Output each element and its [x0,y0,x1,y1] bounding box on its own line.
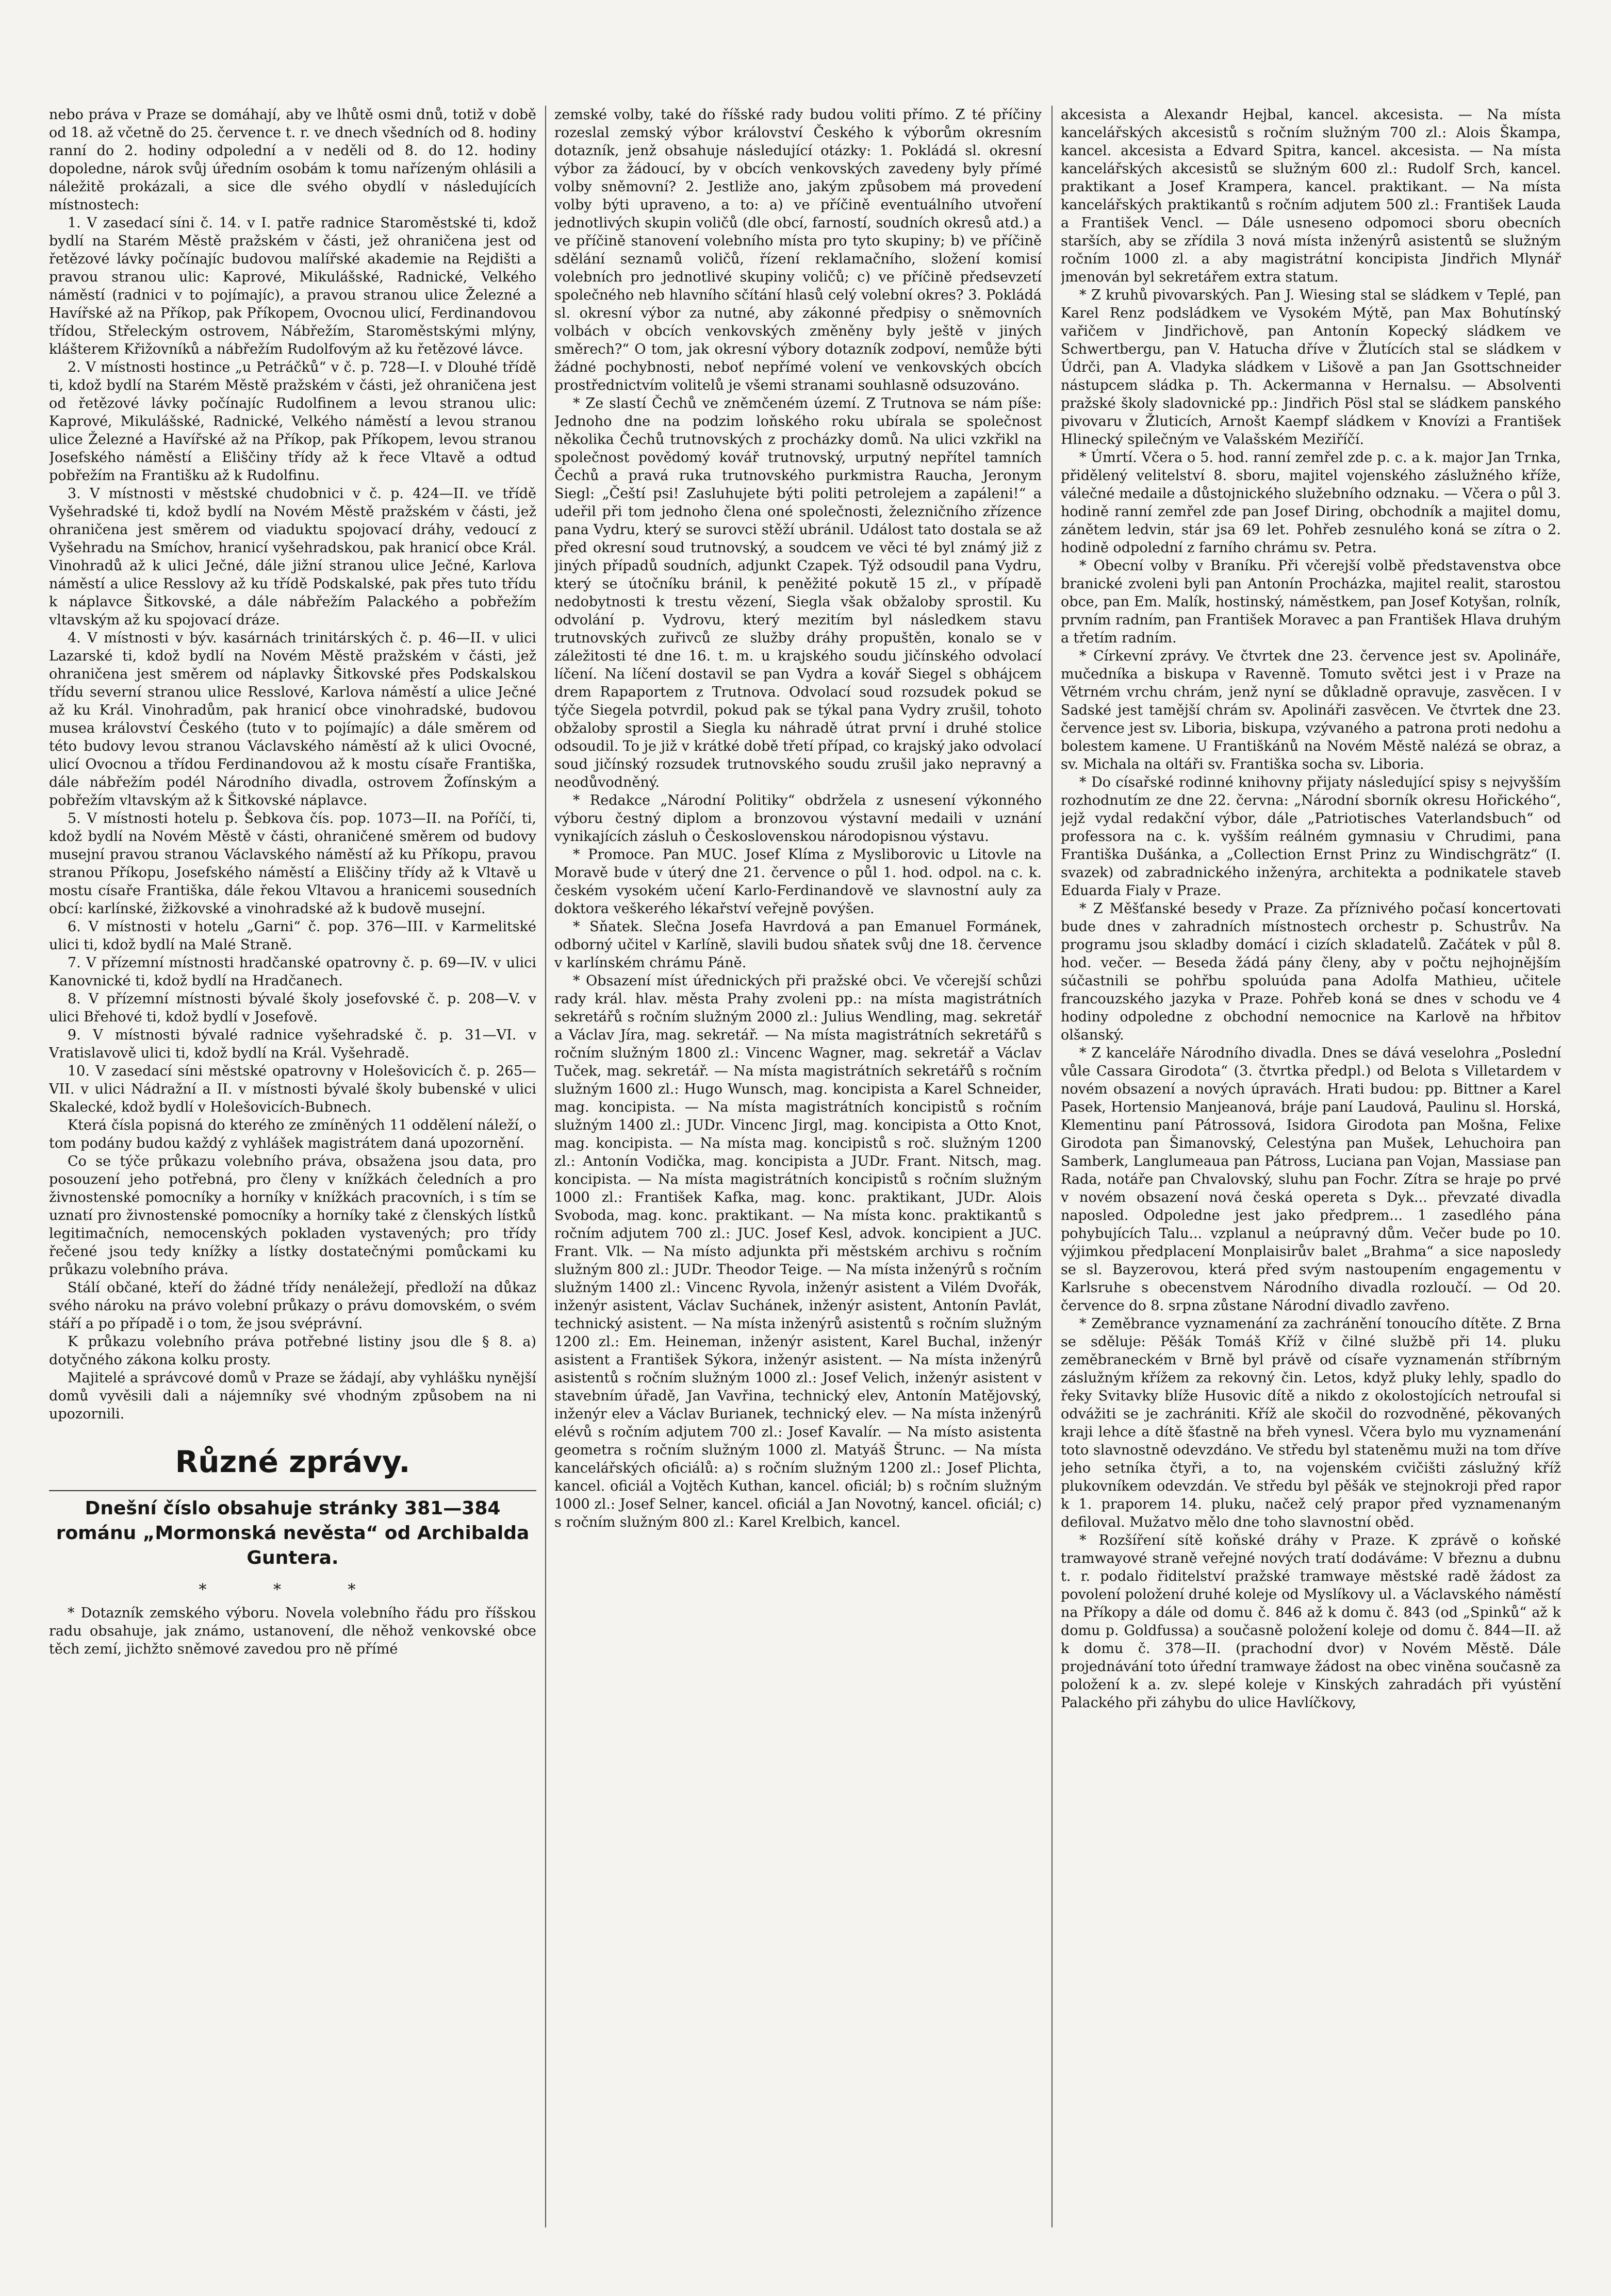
article-paragraph: 8. V přízemní místnosti bývalé školy josefovské č. p. 208—V. v ulici Břehové ti, kdož bydlí v Josefově. [49,991,536,1025]
article-paragraph: * Zeměbrance vyznamenání za zachránění tonoucího dítěte. Z Brna se sděluje: Pěšák Tomáš Kříž v čilné službě při 14. pluku zeměbraneckém v Brně byl právě od císaře vyznamenán stříbrným záslužným křížem za rekovný čin. Letos, když pluky lehly, spadlo do řeky Svitavky blíže Husovic dítě a nikdo z okolostojících netroufal si odvážiti se je zachrániti. Kříž ale skočil do rozvodněné, pěkovaných kraji lehce a dítě šťastně na břeh vynesl. Včera bylo mu vyznamenání toto slavnostně odevzdáno. Ve středu byl stateněmu muži na tom dříve jeho setníka čtyři, a to, na vojenském cvičišti záslužný kříž plukovníkem odevzdán. Ve středu byl pěšák ve stejnokroji před rapor k 1. praporem 14. pluku, načež celý prapor před vyznamenaným defiloval. Mužatvo mělo dne toho slavnostní oběd. [1061,1316,1561,1530]
article-paragraph: * Ze slastí Čechů ve zněmčeném území. Z Trutnova se nám píše: Jednoho dne na podzim loňského roku ubírala se společnost několika Čechů trutnovských z procházky domů. Na ulici vzkřikl na společnost povědomý kovář trutnovský, urputný nepřítel tamních Čechů a pravá ruka trutnovského purkmistra Raucha, Jeronym Siegl: „Čeští psi! Zasluhujete býti politi petrolejem a zapáleni!“ a udeřil při tom jednoho člena oné společnosti, železničního zřízence pana Vydru, který se surovci stěží ubránil. Událost tato dostala se až před okresní soud trutnovský, a soudcem ve věci té byl známý již z jiných případů soudních, adjunkt Czapek. Týž odsoudil pana Vydru, který se útočníku bránil, k peněžité pokutě 15 zl., v případě nedobytnosti k trestu vězení, Siegla však obžaloby sprostil. Ku odvolání p. Vydrovu, který mezitím byl následkem stavu trutnovských zuřivců ze služby dráhy propuštěn, konalo se v záležitosti té dne 16. t. m. u krajského soudu jičínského odvolací líčení. Na líčení dostavil se pan Vydra a kovář Siegel s obhájcem drem Rapaportem z Trutnova. Odvolací soud rozsudek pokud se týče Siegela potvrdil, pokud pak se týkal pana Vydry zrušil, tohoto obžaloby sprostil a Siegla ku náhradě útrat první i druhé stolice odsoudil. To je již v krátké době třetí případ, co krajský jako odvolací soud jičínský rozsudek trutnovského soudu zrušil jako nepravný a neodůvodněný. [554,395,1042,790]
article-paragraph: * Z Měšťanské besedy v Praze. Za příznivého počasí koncertovati bude dnes v zahradních místnostech orchestr p. Schustrův. Na programu jsou skladby domácí i cizích skladatelů. Začátek v půl 8. hod. večer. — Beseda žádá pány členy, aby v počtu nejhojnějším súčastnili se pohřbu spoluúda pana Adolfa Mathieu, učitele francouzského jazyka v Praze. Pohřeb koná se dnes v schodu ve 4 hodiny odpoledne z obchodní nemocnice na Karlově na hřbitov olšanský. [1061,901,1561,1043]
article-paragraph: * Obsazení míst úřednických při pražské obci. Ve včerejší schůzi rady král. hlav. města Prahy zvoleni pp.: na místa magistrátních sekretářů s ročním služným 2000 zl.: Julius Wendling, mag. sekretář a Václav Jíra, mag. sekretář. — Na místa magistrátních sekretářů s ročním služným 1800 zl.: Vincenc Wagner, mag. sekretář a Václav Tuček, mag. sekretář. — Na místa magistrátních sekretářů s ročním služným 1600 zl.: Hugo Wunsch, mag. koncipista a Karel Schneider, mag. koncipista. — Na místa magistrátních koncipistů s ročním služným 1400 zl.: JUDr. Vincenc Jirgl, mag. koncipista a Otto Knot, mag. koncipista. — Na místa mag. koncipistů s roč. služným 1200 zl.: Antonín Vodička, mag. koncipista a JUDr. Frant. Nitsch, mag. koncipista. — Na místa magistrátních koncipistů s ročním služným 1000 zl.: František Kafka, mag. konc. praktikant, JUDr. Alois Svoboda, mag. konc. praktikant. — Na místa konc. praktikantů s ročním adjutem 700 zl.: JUC. Josef Kesl, advok. koncipient a JUC. Frant. Vlk. — Na místo adjunkta při městském archivu s ročním služným 800 zl.: JUDr. Theodor Teige. — Na místa inženýrů s ročním služným 1400 zl.: Vincenc Ryvola, inženýr asistent a Vilém Dvořák, inženýr asistent, Václav Suchánek, inženýr asistent, Antonín Pavlát, technický asistent. — Na místa inženýrů asistentů s ročním služným 1200 zl.: Em. Heineman, inženýr asistent, Karel Buchal, inženýr asistent a František Sýkora, inženýr asistent. — Na místa inženýrů asistentů s ročním služným 1000 zl.: Josef Velich, inženýr asistent v stavebním úřadě, Jan Vavřina, technický elev, Antonín Matějovský, inženýr elev a Václav Burianek, technický elev. — Na místa inženýrů elévů s ročním adjutem 700 zl.: Josef Kavalír. — Na místo asistenta geometra s ročním služným 1000 zl. Matyáš Štrunc. — Na místa kancelářských oficiálů: a) s ročním služným 1200 zl.: Josef Plichta, kancel. oficiál a Vojtěch Kuthan, kancel. oficiál; b) s ročním služným 1000 zl.: Josef Selner, kancel. oficiál a Jan Novotný, kancel. oficiál; c) s ročním služným 800 zl.: Karel Krelbich, kancel. [554,973,1042,1530]
article-paragraph: * Promoce. Pan MUC. Josef Klíma z Mysliborovic u Litovle na Moravě bude v úterý dne 21. července o půl 1. hod. odpol. na c. k. českém vysokém učení Karlo-Ferdinandově ve slavnostní auly za doktora veškerého lékařství veřejně povýšen. [554,847,1042,917]
article-paragraph: 2. V místnosti hostince „u Petráčků“ v č. p. 728—I. v Dlouhé třídě ti, kdož bydlí na Starém Městě pražském v části, jež ohraničena jest od řetězové lávky počínajíc Rudolfinem a levou stranou ulic: Kaprové, Mikulášské, Radnické, Velkého náměstí a levou stranou ulice Železné a Havířské až na Příkop, pak Příkopem, levou stranou Josefského náměstí a Eliščiny třídy až k řece Vltavě a odtud pobřežím na Františku až k Rudolfinu. [49,359,536,484]
article-paragraph: 9. V místnosti bývalé radnice vyšehradské č. p. 31—VI. v Vratislavově ulici ti, kdož bydlí na Král. Vyšehradě. [49,1027,536,1061]
article-paragraph: 10. V zasedací síni městské opatrovny v Holešovicích č. p. 265—VII. v ulici Nádražní a II. v místnosti bývalé školy bubenské v ulici Skalecké, kdož bydlí v Holešovicích-Bubnech. [49,1063,536,1115]
article-paragraph: 4. V místnosti v býv. kasárnách trinitárských č. p. 46—II. v ulici Lazarské ti, kdož bydlí na Novém Městě pražském v části, jež ohraničena jest směrem od náplavky Šitkovské přes Podskalskou třídu severní stranou ulice Resslové, Karlova náměstí a ulice Ječné až ku Král. Vinohradům, pak hranicí obce vinohradské, budovou musea království Českého (tuto v to pojímajíc) a dále směrem od této budovy levou stranou Václavského náměstí až k ulici Ovocné, ulicí Ovocnou a třídou Ferdinandovou až k mostu císaře Františka, dále nábřežím podél Národního divadla, ostrovem Žofínským a pobřežím vltavským až k Šitkovské náplavce. [49,630,536,808]
article-paragraph: * Do císařské rodinné knihovny přijaty následující spisy s nejvyšším rozhodnutím ze dne 22. června: „Národní sborník okresu Hořického“, jejž vydal redakční výbor, dále „Patriotisches Vaterlandsbuch“ od professora na c. k. vyšším reálném gymnasiu v Chrudimi, pana Františka Dušánka, a „Collection Ernst Prinz zu Windischgrätz“ (I. svazek) od zabradnického inženýra, architekta a podnikatele staveb Eduarda Fialy v Praze. [1061,774,1561,899]
article-paragraph: 5. V místnosti hotelu p. Šebkova čís. pop. 1073—II. na Poříčí, ti, kdož bydlí na Novém Městě v části, ohraničené směrem od budovy musejní pravou stranou Václavského náměstí až ku Příkopu, pravou stranou Příkopu, Josefského náměstí a Eliščiny třídy až k Vltavě u mostu císaře Františka, dále řekou Vltavou a hranicemi sousedních obcí: karlínské, žižkovské a vinohradské až k budově musejní. [49,811,536,917]
article-paragraph: * Z kruhů pivovarských. Pan J. Wiesing stal se sládkem v Teplé, pan Karel Renz podsládkem ve Vysokém Mýtě, pan Max Bohutínský vařičem v Jindřichově, pan Antonín Kopecký sládkem ve Schwertbergu, pan V. Hatucha dříve v Žlutících stal se sládkem v Údrči, pan A. Vladyka sládkem v Lišově a pan Jan Gsottschneider nástupcem sládka p. Th. Ackermanna v Hernalsu. — Absolventi pražské školy sladovnické pp.: Jindřich Pösl stal se sládkem panského pivovaru v Žluticích, Arnošt Kaempf sládkem v Knovízi a František Hlinecký spilečným ve Valašském Meziříčí. [1061,287,1561,448]
article-paragraph: * Rozšíření sítě koňské dráhy v Praze. K zprávě o koňské tramwayové straně veřejné nových tratí dodáváme: V březnu a dubnu t. r. podalo řiditelství pražské tramwaye městské radě žádost za povolení položení druhé koleje od Myslíkovy ul. a Václavského náměstí na Příkopy a dále od domu č. 846 až k domu č. 843 (od „Spinků“ až k domu p. Goldfussa) a současně položení koleje od domu č. 844—II. až k domu č. 378—II. (prachodní dvor) v Novém Městě. Dále projednávání toto úřední tramwaye žádost na obec viněna současně za položení k a. zv. slepé koleje v Kinských zahradách při vyústění Palackého při záhybu do ulice Havlíčkovy, [1061,1532,1561,1711]
lead-notice: Dnešní číslo obsahuje stránky 381—384 románu „Mormonská nevěsta“ od Archibalda Guntera. [56,1498,530,1568]
article-paragraph: K průkazu volebního práva potřebné listiny jsou dle § 8. a) dotyčného zákona kolku prosty. [49,1334,536,1368]
article-paragraph: Co se týče průkazu volebního práva, obsažena jsou data, pro posouzení jeho potřebná, pro členy v knížkách čeledních a pro živnostenské pomocníky a horníky v knížkách pracovních, i s tím se uznatí pro živnostenské pomocníky a horníky také z členských lístků legitimačních, nemocenských pokladen vystavených; pro třídy řečené jsou tedy knížky a lístky dostatečnými pomůckami ku průkazu volebního práva. [49,1153,536,1278]
section-stars: * * * [199,1581,387,1599]
article-paragraph: 3. V místnosti v městské chudobnici v č. p. 424—II. ve třídě Vyšehradské ti, kdož bydlí na Novém Městě pražském v části, jež ohraničena jest směrem od viaduktu spojovací dráhy, vedoucí z Vyšehradu na Smíchov, hranicí vyšehradskou, pak hranicí obce Král. Vinohradů až k ulici Ječné, dále jižní stranou ulice Ječné, Karlova náměstí a ulice Resslovy až ku třídě Podskalské, pak přes tuto třídu k náplavce Šitkovské, a dále nábřežím Palackého a pobřežím vltavským až ku spojovací dráze. [49,486,536,628]
column-1 [49,106,536,2227]
article-paragraph: 1. V zasedací síni č. 14. v I. patře radnice Staroměstské ti, kdož bydlí na Starém Městě pražském v části, jež ohraničena jest od řetězové lávky počínajíc budovou malířské akademie na Rejdišti a pravou stranou ulic: Kaprové, Mikulášské, Radnické, Velkého náměstí (radnici v to pojímajíc), a pravou stranou ulice Železné a Havířské až na Příkop, pak Příkopem, Ovocnou ulicí, Ferdinandovou třídou, Střeleckým ostrovem, Nábřežím, Staroměstskými mlýny, klášterem Křižovníků a nábřežím Rudolfovým až ku řetězové lávce. [49,215,536,357]
article-paragraph: nebo práva v Praze se domáhají, aby ve lhůtě osmi dnů, totiž v době od 18. až včetně do 25. července t. r. ve dnech všedních od 8. hodiny ranní do 2. hodiny odpolední a v neděli od 8. do 12. hodiny dopoledne, nárok svůj úředním osobám k tomu nařízeným ohlásili a náležitě prokázali, a sice dle svého obydlí v následujících místnostech: [49,107,536,213]
column-divider [545,106,546,2227]
newspaper-page [49,106,1568,2227]
article-paragraph: zemské volby, také do říšské rady budou voliti přímo. Z té příčiny rozeslal zemský výbor království Českého k výborům okresním dotazník, jenž obsahuje následující otázky: 1. Pokládá sl. okresní výbor za žádoucí, by v obcích venkovských zavedeny byly přímé volby sněmovní? 2. Jestliže ano, jakým způsobem má provedení volby býti upraveno, a to: a) ve příčině eventuálního utvoření jednotlivých skupin voličů (dle obcí, farností, soudních okresů atd.) a ve příčině stanovení volebního místa pro tyto skupiny; b) ve příčině sdělání seznamů voličů, řízení reklamačního, složení komisí volebních pro jednotlivé skupiny voličů; c) ve příčině předsevzetí společného neb hlavního sčítání hlasů celý volební okres? 3. Pokládá sl. okresní výbor za nutné, aby zákonné předpisy o sněmovních volbách v obcích venkovských změněny byly ještě v jiných směrech?“ O tom, jak okresní výbory dotazník zodpoví, nemůže býti žádné pochybnosti, neboť nepřímé volení ve venkovských obcích prostřednictvím volitelů je všemi stranami souhlasně odsuzováno. [554,107,1042,393]
article-paragraph: * Obecní volby v Braníku. Při včerejší volbě představenstva obce branické zvoleni byli pan Antonín Procházka, majitel realit, starostou obce, pan Em. Malík, hostinský, náměstkem, pan Josef Kotyšan, rolník, prvním radním, pan František Moravec a pan František Hlava druhým a třetím radním. [1061,558,1561,646]
section-divider [49,1490,536,1491]
article-paragraph: Stálí občané, kteří do žádné třídy nenáležejí, předloží na důkaz svého nároku na právo volební průkazy o právu domovském, o svém stáří a po případě i o tom, že jsou svéprávní. [49,1280,536,1332]
article-paragraph: * Z kanceláře Národního divadla. Dnes se dává veselohra „Poslední vůle Cassara Girodota“ (3. čtvrtka předpl.) od Belota s Villetardem v novém obsazení a nových úpravách. Hrati budou: pp. Bittner a Karel Pasek, Hortensio Manjeanová, bráje paní Laudová, Paulinu sl. Horská, Klementinu paní Pátrossová, Isidora Girodota pan Mošna, Felixe Girodota pan Šimanovský, Celestýna pan Mušek, Lehuchoira pan Samberk, Langlumeaua pan Pátross, Luciana pan Vojan, Massiase pan Rada, notáře pan Chvalovský, sluhu pan Fochr. Zítra se hraje po prvé v novém obsazení nová česká opereta s Dyk... převzaté divadla naposled. Odpoledne jest jako předprem... 1 zasedlého pána pohybujících Talu... vzplanul a neúpravný dům. Večer bude po 10. výjimkou předplacení Monplaisirův balet „Brahma“ a sice naposledy se sl. Bayzerovou, která před svým nastoupením engagementu v Karlsruhe s obecenstvem Národního divadla rozloučí. — Od 20. července do 8. srpna zůstane Národní divadlo zavřeno. [1061,1045,1561,1314]
column-divider [1051,106,1053,2227]
article-paragraph: 6. V místnosti v hotelu „Garni“ č. pop. 376—III. v Karmelitské ulici ti, kdož bydlí na Malé Straně. [49,919,536,953]
section-title: Různé zprávy. [175,1444,410,1479]
article-paragraph: 7. V přízemní místnosti hradčanské opatrovny č. p. 69—IV. v ulici Kanovnické ti, kdož bydlí na Hradčanech. [49,955,536,989]
article-paragraph: Která čísla popisná do kterého ze zmíněných 11 oddělení náleží, o tom podány budou každý z vyhlášek magistrátem daná upozornění. [49,1117,536,1151]
article-paragraph: akcesista a Alexandr Hejbal, kancel. akcesista. — Na místa kancelářských akcesistů s ročním služným 700 zl.: Alois Škampa, kancel. akcesista a Edvard Spitra, kancel. akcesista. — Na místa kancelářských akcesistů se služným 600 zl.: Rudolf Srch, kancel. praktikant a Josef Krampera, kancel. praktikant. — Na místa kancelářských praktikantů s ročním adjutem 500 zl.: František Lauda a František Vencl. — Dále usneseno odpomoci sboru obecních starších, aby se zřídila 3 nová místa inženýrů asistentů se služným ročním 1000 zl. a aby magistrátní koncipista Jindřich Mlynář jmenován byl sekretářem extra statum. [1061,107,1561,285]
article-paragraph: * Úmrtí. Včera o 5. hod. ranní zemřel zde p. c. a k. major Jan Trnka, přidělený velitelství 8. sboru, majitel vojenského záslužného kříže, válečné medaile a důstojnického služebního odznaku. — Včera o půl 3. hodině ranní zemřel zde pan Josef Diring, obchodník a majitel domu, zánětem ledvin, stár jsa 69 let. Pohřeb zesnulého koná se zítra o 2. hodině odpolední z farního chrámu sv. Petra. [1061,450,1561,556]
article-paragraph: * Sňatek. Slečna Josefa Havrdová a pan Emanuel Formánek, odborný učitel v Karlíně, slavili budou sňatek svůj dne 18. července v karlínském chrámu Páně. [554,919,1042,971]
column-2 [554,106,1042,2227]
article-paragraph: * Redakce „Národní Politiky“ obdržela z usnesení výkonného výboru čestný diplom a bronzovou výstavní medaili v uznání vynikajících zásluh o Československou národopisnou výstavu. [554,792,1042,845]
article-paragraph: Majitelé a správcové domů v Praze se žádají, aby vyhlášku nynější domů vyvěsili dali a nájemníky své vhodným způsobem na ni upozornili. [49,1370,536,1422]
article-paragraph: * Dotazník zemského výboru. Novela volebního řádu pro říšskou radu obsahuje, jak známo, ustanovení, dle něhož venkovské obce těch zemí, jichžto sněmové zavedou pro ně přímé [49,1605,536,1657]
column-3 [1061,106,1561,2227]
article-paragraph: * Církevní zprávy. Ve čtvrtek dne 23. července jest sv. Apolináře, mučedníka a biskupa v Ravenně. Tomuto světci jest i v Praze na Větrném vrchu chrám, jenž nyní se důkladně opravuje, zasvěcen. I v Sadské jest tamější chrám sv. Apolináři zasvěcen. Ve čtvrtek dne 23. července jest sv. Liboria, biskupa, vzývaného a patrona proti nedohu a bolestem kamene. U Františkánů na Novém Městě nalézá se obraz, a sv. Michala na oltáři sv. Františka socha sv. Liboria. [1061,648,1561,772]
